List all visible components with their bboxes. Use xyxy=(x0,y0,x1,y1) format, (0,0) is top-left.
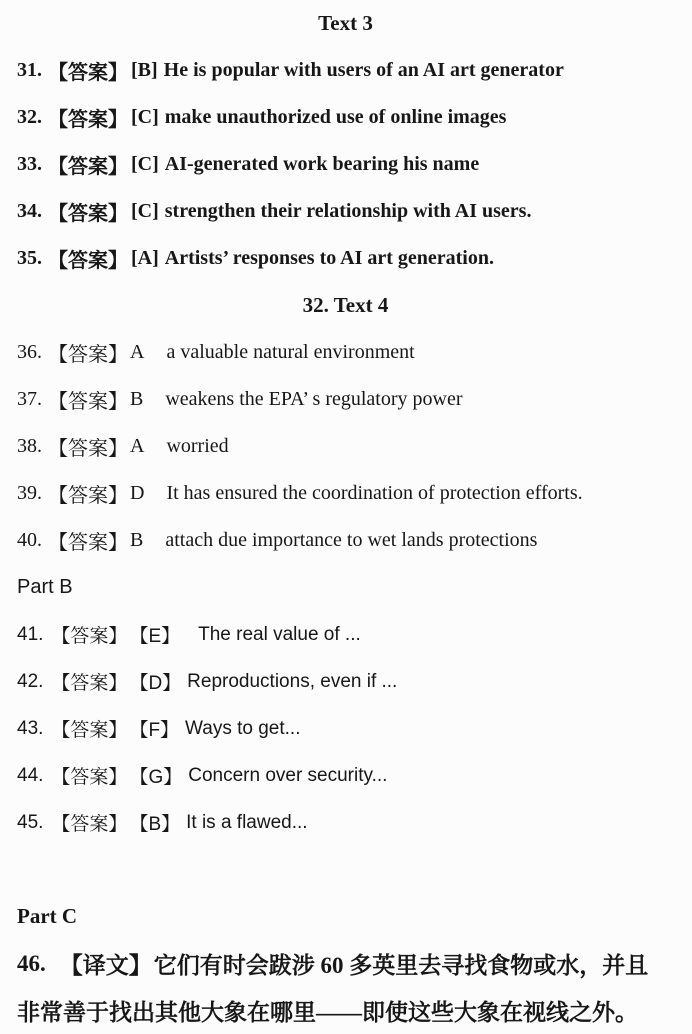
answer-option: A xyxy=(130,435,145,457)
answer-text: It has ensured the coordination of protection efforts. xyxy=(166,482,583,504)
answer-label: 【答案】 xyxy=(51,814,128,835)
heading-text: Part C xyxy=(17,904,78,928)
item-number: 33. xyxy=(17,153,42,175)
answer-option: 【B】 xyxy=(129,814,181,835)
section-heading-part-b xyxy=(17,564,674,611)
item-number: 36. xyxy=(17,341,42,363)
answer-text: The real value of ... xyxy=(198,623,361,645)
answer-option: 【D】 xyxy=(129,673,182,694)
answer-label: 【答案】 xyxy=(48,344,128,366)
answer-option: 【F】 xyxy=(129,720,180,741)
answer-label: 【答案】 xyxy=(48,203,128,225)
item-number: 45. xyxy=(17,811,44,833)
answer-row-33 xyxy=(17,141,674,188)
answer-text: a valuable natural environment xyxy=(166,341,415,363)
heading-text: Text 3 xyxy=(318,11,373,35)
translation-text-line2: 非常善于找出其他大象在哪里——即使这些大象在视线之外。 xyxy=(17,1000,638,1025)
answer-text: strengthen their relationship with AI users. xyxy=(164,200,532,222)
answer-row-43 xyxy=(17,705,674,752)
answer-text: worried xyxy=(166,435,229,457)
answer-row-35 xyxy=(17,235,674,282)
answer-text: Concern over security... xyxy=(188,764,388,786)
answer-label: 【答案】 xyxy=(48,109,128,131)
section-heading-text4 xyxy=(17,282,674,329)
item-number: 35. xyxy=(17,247,42,269)
answer-option: 【G】 xyxy=(129,767,183,788)
answer-row-38 xyxy=(17,423,674,470)
answer-row-42 xyxy=(17,658,674,705)
answer-text: He is popular with users of an AI art generator xyxy=(163,59,564,81)
answer-row-41 xyxy=(17,611,674,658)
answer-row-31 xyxy=(17,47,674,94)
heading-text: Part B xyxy=(17,576,73,598)
answer-label: 【答案】 xyxy=(51,767,128,788)
answer-label: 【答案】 xyxy=(48,62,128,84)
answer-text: Ways to get... xyxy=(185,717,301,739)
answer-option: [C] xyxy=(131,106,159,128)
answer-row-37 xyxy=(17,376,674,423)
answer-row-34 xyxy=(17,188,674,235)
translation-text-line1: 它们有时会跋涉 60 多英里去寻找食物或水，并且 xyxy=(153,953,649,978)
answer-option: 【E】 xyxy=(129,626,181,647)
answer-option: [A] xyxy=(131,247,159,269)
heading-text: 32. Text 4 xyxy=(302,293,389,317)
translation-row-46-line2 xyxy=(17,987,674,1034)
answer-option: D xyxy=(130,482,145,504)
answer-label: 【答案】 xyxy=(51,626,128,647)
answer-option: [B] xyxy=(131,59,158,81)
answer-text: AI-generated work bearing his name xyxy=(164,153,480,175)
item-number: 43. xyxy=(17,717,44,739)
item-number: 41. xyxy=(17,623,44,645)
answer-text: Reproductions, even if ... xyxy=(187,670,398,692)
section-heading-text3 xyxy=(17,0,674,47)
translation-row-46-line1 xyxy=(17,940,674,987)
answer-label: 【答案】 xyxy=(48,156,128,178)
answer-option: [C] xyxy=(131,200,159,222)
answer-text: It is a flawed... xyxy=(186,811,308,833)
item-number: 39. xyxy=(17,482,42,504)
answer-option: [C] xyxy=(131,153,159,175)
answer-label: 【答案】 xyxy=(51,673,128,694)
answer-label: 【答案】 xyxy=(48,532,128,554)
answer-text: make unauthorized use of online images xyxy=(164,106,507,128)
answer-label: 【答案】 xyxy=(48,485,128,507)
item-number: 40. xyxy=(17,529,42,551)
answer-option: B xyxy=(130,529,144,551)
item-number: 31. xyxy=(17,59,42,81)
item-number: 32. xyxy=(17,106,42,128)
answer-option: A xyxy=(130,341,145,363)
answer-row-45 xyxy=(17,799,674,846)
answer-text: Artists’ responses to AI art generation. xyxy=(164,247,494,269)
blank-row xyxy=(17,846,674,893)
answer-label: 【答案】 xyxy=(48,250,128,272)
answer-row-32 xyxy=(17,94,674,141)
item-number: 44. xyxy=(17,764,44,786)
item-number: 38. xyxy=(17,435,42,457)
answer-row-40 xyxy=(17,517,674,564)
answer-row-36 xyxy=(17,329,674,376)
answer-text: attach due importance to wet lands protections xyxy=(165,529,538,551)
answer-label: 【答案】 xyxy=(48,391,128,413)
answer-option: B xyxy=(130,388,144,410)
translation-label: 【译文】 xyxy=(59,953,152,978)
item-number: 37. xyxy=(17,388,42,410)
answer-text: weakens the EPA’ s regulatory power xyxy=(165,388,463,410)
section-heading-part-c xyxy=(17,893,674,940)
item-number: 46. xyxy=(17,950,46,976)
answer-label: 【答案】 xyxy=(51,720,128,741)
answer-row-39 xyxy=(17,470,674,517)
item-number: 42. xyxy=(17,670,44,692)
item-number: 34. xyxy=(17,200,42,222)
answer-row-44 xyxy=(17,752,674,799)
answer-label: 【答案】 xyxy=(48,438,128,460)
